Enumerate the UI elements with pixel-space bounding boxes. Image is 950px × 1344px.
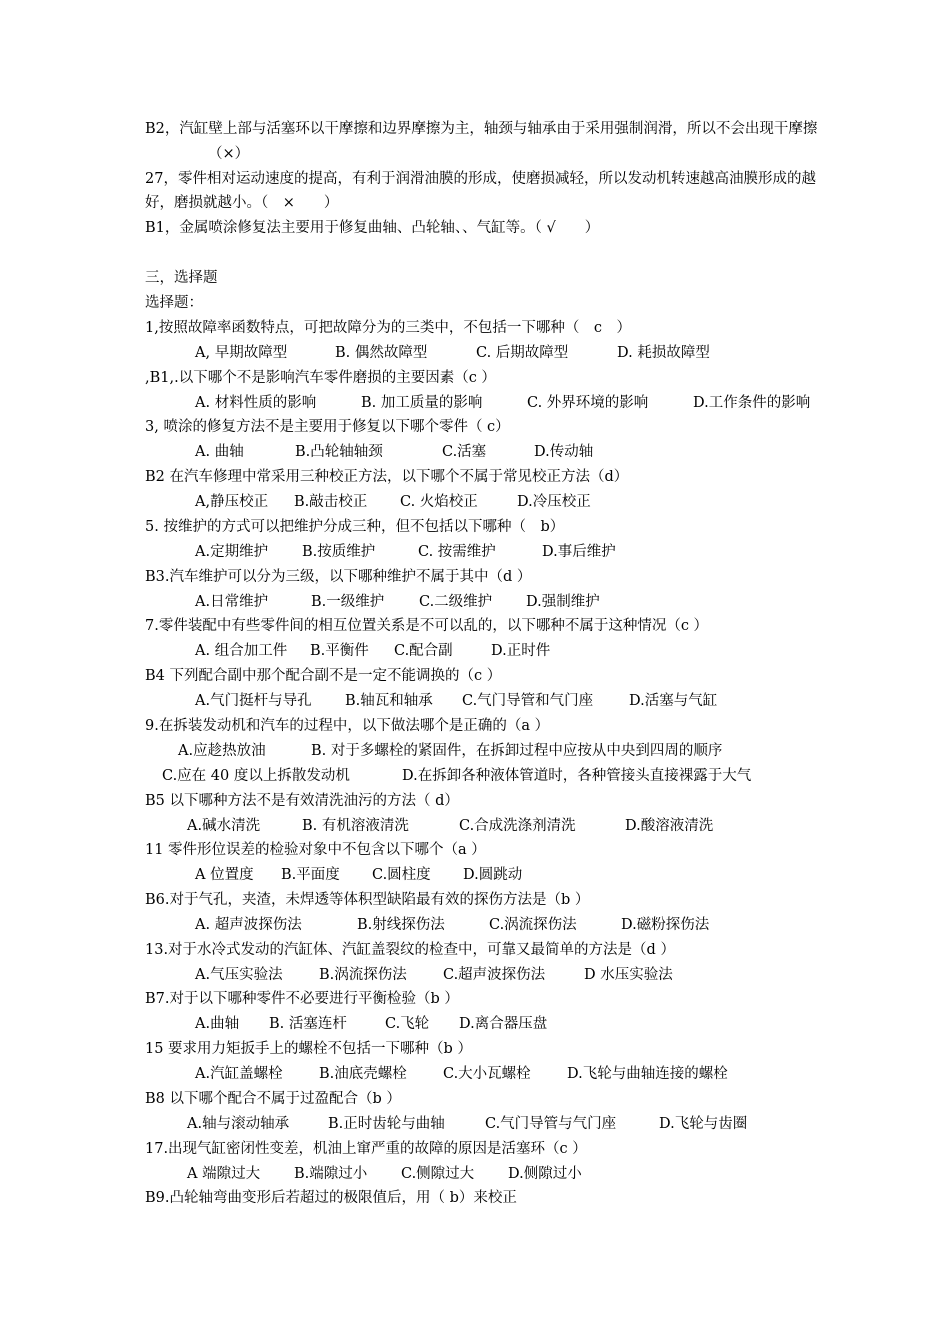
question-18: B9.凸轮轴弯曲变形后若超过的极限值后，用（ b）来校正 <box>145 1190 517 1206</box>
question-2: ,B1,.以下哪个不是影响汽车零件磨损的主要因素（c ） <box>145 370 496 386</box>
question-14: B7.对于以下哪种零件不必要进行平衡检验（b ） <box>145 991 459 1007</box>
question-7: 7.零件装配中有些零件间的相互位置关系是不可以乱的，以下哪种不属于这种情况（c ） <box>145 618 709 634</box>
option: B. 偶然故障型 <box>335 345 428 361</box>
option: A,静压校正 <box>195 494 269 510</box>
option: D. 耗损故障型 <box>617 345 710 361</box>
option: C.配合副 <box>394 643 453 659</box>
option: D.圆跳动 <box>463 867 523 883</box>
option: C.气门导管和气门座 <box>462 693 594 709</box>
question-16: B8 以下哪个配合不属于过盈配合（b ） <box>145 1091 401 1107</box>
option: C.二级维护 <box>419 594 493 610</box>
option: B. 对于多螺栓的紧固件，在拆卸过程中应按从中央到四周的顺序 <box>311 743 723 759</box>
question-11: 11 零件形位误差的检验对象中不包含以下哪个（a ） <box>145 842 486 858</box>
option: D.强制维护 <box>526 594 600 610</box>
question-3: 3, 喷涂的修复方法不是主要用于修复以下哪个零件（ c） <box>145 419 510 435</box>
option: A, 早期故障型 <box>195 345 288 361</box>
option: D.活塞与气缸 <box>629 693 718 709</box>
option: C.活塞 <box>442 444 487 460</box>
option: A.日常维护 <box>195 594 269 610</box>
option: B.一级维护 <box>311 594 385 610</box>
option: A. 组合加工件 <box>195 643 288 659</box>
options-4 <box>195 490 591 514</box>
option: D.事后维护 <box>542 544 616 560</box>
option: A.曲轴 <box>195 1016 240 1032</box>
option: B.凸轮轴轴颈 <box>295 444 383 460</box>
option: A 端隙过大 <box>187 1166 261 1182</box>
option: D.工作条件的影响 <box>693 395 811 411</box>
option: A.碱水清洗 <box>187 818 261 834</box>
tf-line-2-cont: 好，磨损就越小。（ × ） <box>145 195 339 211</box>
option: B.端隙过小 <box>294 1166 368 1182</box>
section-title: 三，选择题 <box>145 270 218 286</box>
option: A 位置度 <box>195 867 254 883</box>
option: D.传动轴 <box>534 444 594 460</box>
question-5: 5. 按维护的方式可以把维护分成三种，但不包括以下哪种（ b） <box>145 519 565 535</box>
options-10 <box>187 814 713 838</box>
option: A.气压实验法 <box>195 967 283 983</box>
option: C. 后期故障型 <box>476 345 569 361</box>
option: C.气门导管与气门座 <box>485 1116 617 1132</box>
options-7 <box>195 639 550 663</box>
options-11 <box>195 863 522 887</box>
option: D.离合器压盘 <box>459 1016 548 1032</box>
option: C. 外界环境的影响 <box>527 395 649 411</box>
option: B.平面度 <box>281 867 340 883</box>
option: C.飞轮 <box>385 1016 430 1032</box>
option: C.应在 40 度以上拆散发动机 <box>162 768 350 784</box>
options-13 <box>195 963 673 987</box>
tf-line-3: B1，金属喷涂修复法主要用于修复曲轴、凸轮轴、、气缸等。（ √ ） <box>145 220 600 236</box>
option: B. 活塞连杆 <box>269 1016 347 1032</box>
option: B. 加工质量的影响 <box>361 395 483 411</box>
options-16 <box>187 1112 747 1136</box>
option: C.超声波探伤法 <box>443 967 546 983</box>
option: D.侧隙过小 <box>508 1166 582 1182</box>
option: D.酸溶液清洗 <box>625 818 714 834</box>
question-13: 13.对于水冷式发动的汽缸体、汽缸盖裂纹的检查中，可靠又最简单的方法是（d ） <box>145 942 675 958</box>
tf-line-1-answer: （×） <box>208 146 250 162</box>
option: B.敲击校正 <box>294 494 368 510</box>
options-5 <box>195 540 616 564</box>
options-8 <box>195 689 717 713</box>
tf-line-2: 27，零件相对运动速度的提高，有利于润滑油膜的形成，使磨损减轻，所以发动机转速越高油膜形成的越 <box>145 171 816 187</box>
option: A. 超声波探伤法 <box>195 917 302 933</box>
question-4: B2 在汽车修理中常采用三种校正方法，以下哪个不属于常见校正方法（d） <box>145 469 629 485</box>
option: C. 火焰校正 <box>400 494 478 510</box>
option: A.应趁热放油 <box>178 743 266 759</box>
option: D.飞轮与齿圈 <box>659 1116 748 1132</box>
option: D.冷压校正 <box>517 494 591 510</box>
question-8: B4 下列配合副中那个配合副不是一定不能调换的（c ） <box>145 668 502 684</box>
option: D.飞轮与曲轴连接的螺栓 <box>567 1066 728 1082</box>
options-15 <box>195 1062 728 1086</box>
question-1: 1,按照故障率函数特点，可把故障分为的三类中，不包括一下哪种（ c ） <box>145 320 631 336</box>
option: B.油底壳螺栓 <box>319 1066 407 1082</box>
options-17 <box>187 1162 582 1186</box>
question-10: B5 以下哪种方法不是有效清洗油污的方法（ d） <box>145 793 459 809</box>
option: D.在拆卸各种液体管道时，各种管接头直接裸露于大气 <box>402 768 752 784</box>
option: D 水压实验法 <box>584 967 673 983</box>
options-14 <box>195 1012 547 1036</box>
option: C.大小瓦螺栓 <box>443 1066 531 1082</box>
options-9-row-2 <box>162 764 751 788</box>
option: B. 有机溶液清洗 <box>302 818 409 834</box>
option: A. 曲轴 <box>195 444 244 460</box>
options-9-row-1 <box>178 739 722 763</box>
option: B.按质维护 <box>302 544 376 560</box>
question-17: 17.出现气缸密闭性变差，机油上窜严重的故障的原因是活塞环（c ） <box>145 1141 587 1157</box>
option: A.气门挺杆与导孔 <box>195 693 312 709</box>
option: B.正时齿轮与曲轴 <box>328 1116 445 1132</box>
question-9: 9.在拆装发动机和汽车的过程中，以下做法哪个是正确的（a ） <box>145 718 550 734</box>
question-15: 15 要求用力矩扳手上的螺栓不包括一下哪种（b ） <box>145 1041 472 1057</box>
options-6 <box>195 590 600 614</box>
question-12: B6.对于气孔，夹渣，未焊透等体积型缺陷最有效的探伤方法是（b ） <box>145 892 590 908</box>
options-1 <box>195 341 710 365</box>
option: A. 材料性质的影响 <box>195 395 317 411</box>
option: B.涡流探伤法 <box>319 967 407 983</box>
option: C.涡流探伤法 <box>489 917 577 933</box>
question-6: B3.汽车维护可以分为三级，以下哪种维护不属于其中（d ） <box>145 569 532 585</box>
option: A.轴与滚动轴承 <box>187 1116 290 1132</box>
option: C.侧隙过大 <box>401 1166 475 1182</box>
option: A.汽缸盖螺栓 <box>195 1066 283 1082</box>
options-12 <box>195 913 709 937</box>
option: B.轴瓦和轴承 <box>345 693 433 709</box>
tf-line-1: B2，汽缸壁上部与活塞环以干摩擦和边界摩擦为主，轴颈与轴承由于采用强制润滑，所以不会出现干摩擦 <box>145 121 818 137</box>
option: D.正时件 <box>491 643 551 659</box>
option: D.磁粉探伤法 <box>621 917 710 933</box>
option: A.定期维护 <box>195 544 269 560</box>
option: C. 按需维护 <box>418 544 496 560</box>
section-subtitle: 选择题： <box>145 295 203 311</box>
option: B.平衡件 <box>310 643 369 659</box>
option: C.合成洗涤剂清洗 <box>459 818 576 834</box>
options-2 <box>195 391 810 415</box>
options-3 <box>195 440 593 464</box>
option: B.射线探伤法 <box>357 917 445 933</box>
option: C.圆柱度 <box>372 867 431 883</box>
